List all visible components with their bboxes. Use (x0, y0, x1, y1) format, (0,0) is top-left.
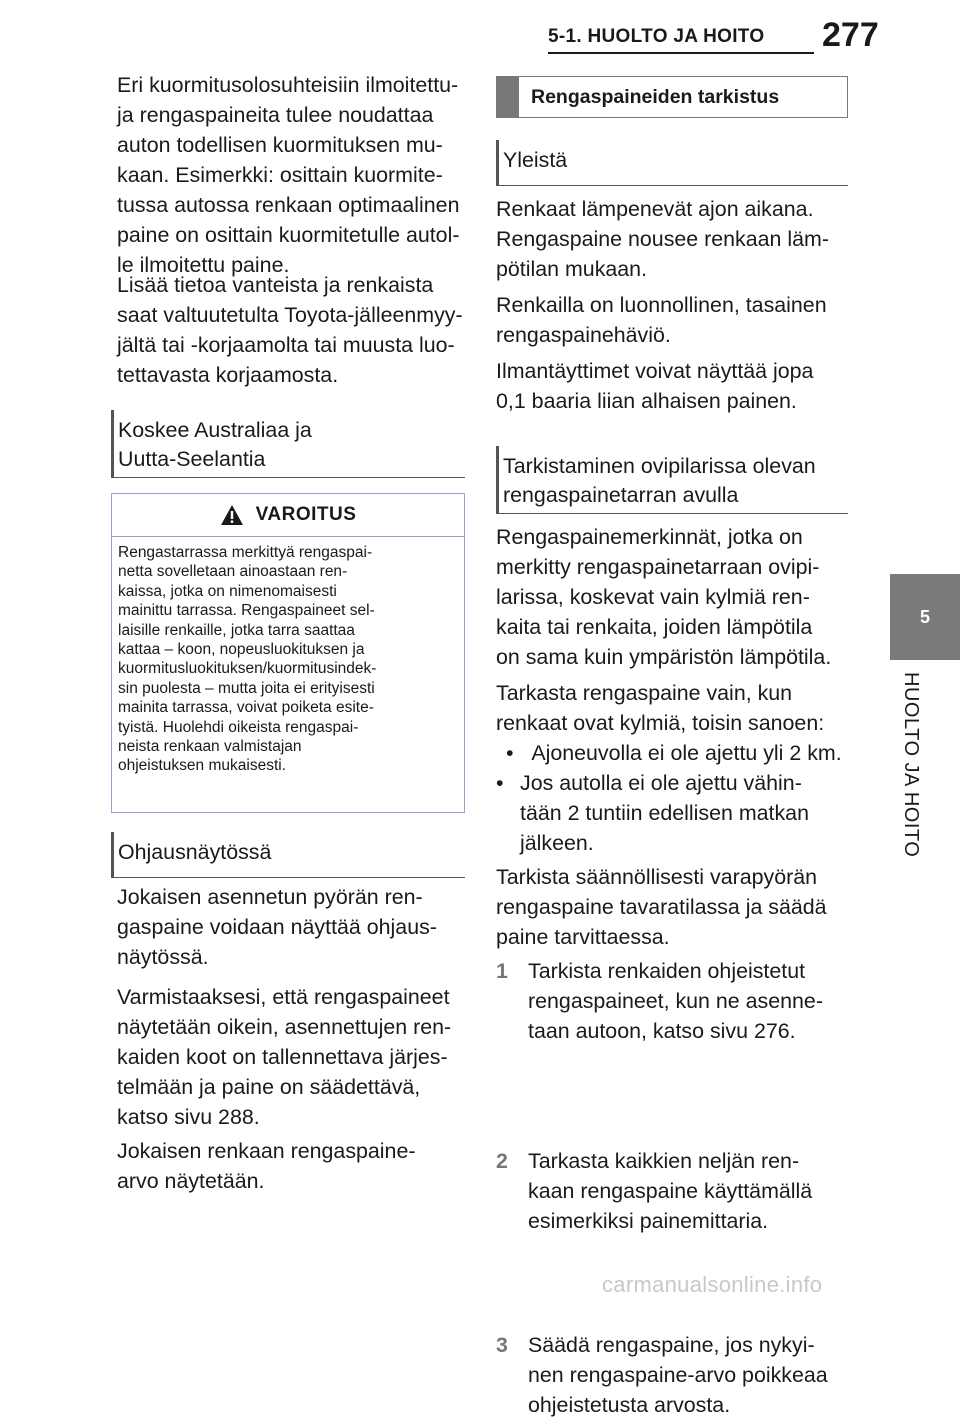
chapter-tab-number: 5 (890, 574, 960, 660)
watermark: carmanualsonline.info (602, 1272, 823, 1297)
step-number: 3 (496, 1333, 508, 1357)
warning-header (112, 494, 464, 537)
subheading-tarkistaminen: Tarkistaminen ovipilarissa olevan rengaspainetarran avulla (496, 446, 848, 514)
right-paragraph-2: Renkailla on luonnollinen, tasainen rengaspainehäviö. (496, 293, 827, 347)
left-paragraph-3: Jokaisen asennetun pyörän ren- gaspaine voidaan näyttää ohjaus- näytössä. (117, 885, 437, 969)
step-item: 1 Tarkista renkaiden ohjeistetut rengaspaineet, kun ne asenne- taan autoon, katso sivu 276. (496, 956, 884, 1046)
page-number: 277 (822, 16, 879, 54)
step-item: 3 Säädä rengaspaine, jos nykyi- nen rengaspaine-arvo poikkeaa ohjeistetusta arvosta. (496, 1330, 884, 1420)
warning-title: VAROITUS (255, 504, 357, 525)
right-paragraph-3: Ilmantäyttimet voivat näyttää jopa 0,1 baaria liian alhaisen painen. (496, 359, 814, 413)
subheading-yleista: Yleistä (496, 140, 848, 186)
chapter-tab-label: HUOLTO JA HOITO (900, 672, 922, 858)
warning-triangle-icon (220, 504, 244, 526)
heading-marker (497, 77, 519, 117)
header-rule (548, 52, 814, 54)
bullet-item: • Jos autolla ei ole ajettu vähin- tään 2 tuntiin edellisen matkan jälkeen. (496, 768, 852, 858)
right-paragraph-6: Tarkista säännöllisesti varapyörän rengaspaine tavaratilassa ja säädä paine tarvittaessa. (496, 865, 827, 949)
step-number: 2 (496, 1149, 508, 1173)
subheading-australia: Koskee Australiaa ja Uutta-Seelantia (111, 410, 465, 478)
warning-text: Rengastarrassa merkittyä rengaspai- netta sovelletaan ainoastaan ren- kaissa, jotka on nimenomaisesti mainittu tarrassa. Rengaspaineet sel- laisille renkaille, jotka tarra saattaa kattaa – koon, nopeusluokituksen ja kuormitusluokituksen/kuormitusindek- sin puolesta – mutta joita ei erityisesti mainita tarrassa, voivat poiketa esite- tyistä. Huolehdi oikeista rengaspai- neista renkaan valmistajan ohjeistuksen mukaisesti. (118, 544, 377, 775)
section-title: 5-1. HUOLTO JA HOITO (548, 26, 765, 47)
left-paragraph-5: Jokaisen renkaan rengaspaine- arvo näytetään. (117, 1139, 416, 1193)
step-number: 1 (496, 959, 508, 983)
bullet-dot: • (506, 741, 532, 765)
bullet-dot: • (496, 771, 504, 795)
subheading-ohjausnaytossa: Ohjausnäytössä (111, 832, 465, 878)
right-paragraph-5: Tarkasta rengaspaine vain, kun renkaat ovat kylmiä, toisin sanoen: (496, 681, 825, 735)
left-paragraph-1: Eri kuormitusolosuhteisiin ilmoitettu- ja rengaspaineita tulee noudattaa auton todellisen kuormituksen mu- kaan. Esimerkki: osittain kuormite- tussa autossa renkaan optimaalinen paine on osittain kuormitetulle autol- le ilmoitettu paine. (117, 73, 460, 277)
warning-box (111, 493, 465, 813)
right-paragraph-1: Renkaat lämpenevät ajon aikana. Rengaspaine nousee renkaan läm- pötilan mukaan. (496, 197, 829, 281)
right-paragraph-4: Rengaspainemerkinnät, jotka on merkitty rengaspainetarraan ovipi- larissa, koskevat vain kylmiä ren- kaita tai renkaita, joiden lämpötila on sama kuin ympäristön lämpötila. (496, 525, 832, 669)
section-heading: Rengaspaineiden tarkistus (496, 76, 848, 118)
left-paragraph-4: Varmistaaksesi, että rengaspaineet näytetään oikein, asennettujen ren- kaiden koot on tallennettava järjes- telmään ja paine on säädettävä, katso sivu 288. (117, 985, 452, 1129)
left-paragraph-2: Lisää tietoa vanteista ja renkaista saat valtuutetulta Toyota-jälleenmyy- jältä tai -korjaamolta tai muusta luo- tettavasta korjaamosta. (117, 273, 463, 387)
step-item: 2 Tarkasta kaikkien neljän ren- kaan rengaspaine käyttämällä esimerkiksi painemittaria. (496, 1146, 884, 1236)
bullet-item: • Ajoneuvolla ei ole ajettu yli 2 km. (506, 741, 842, 765)
